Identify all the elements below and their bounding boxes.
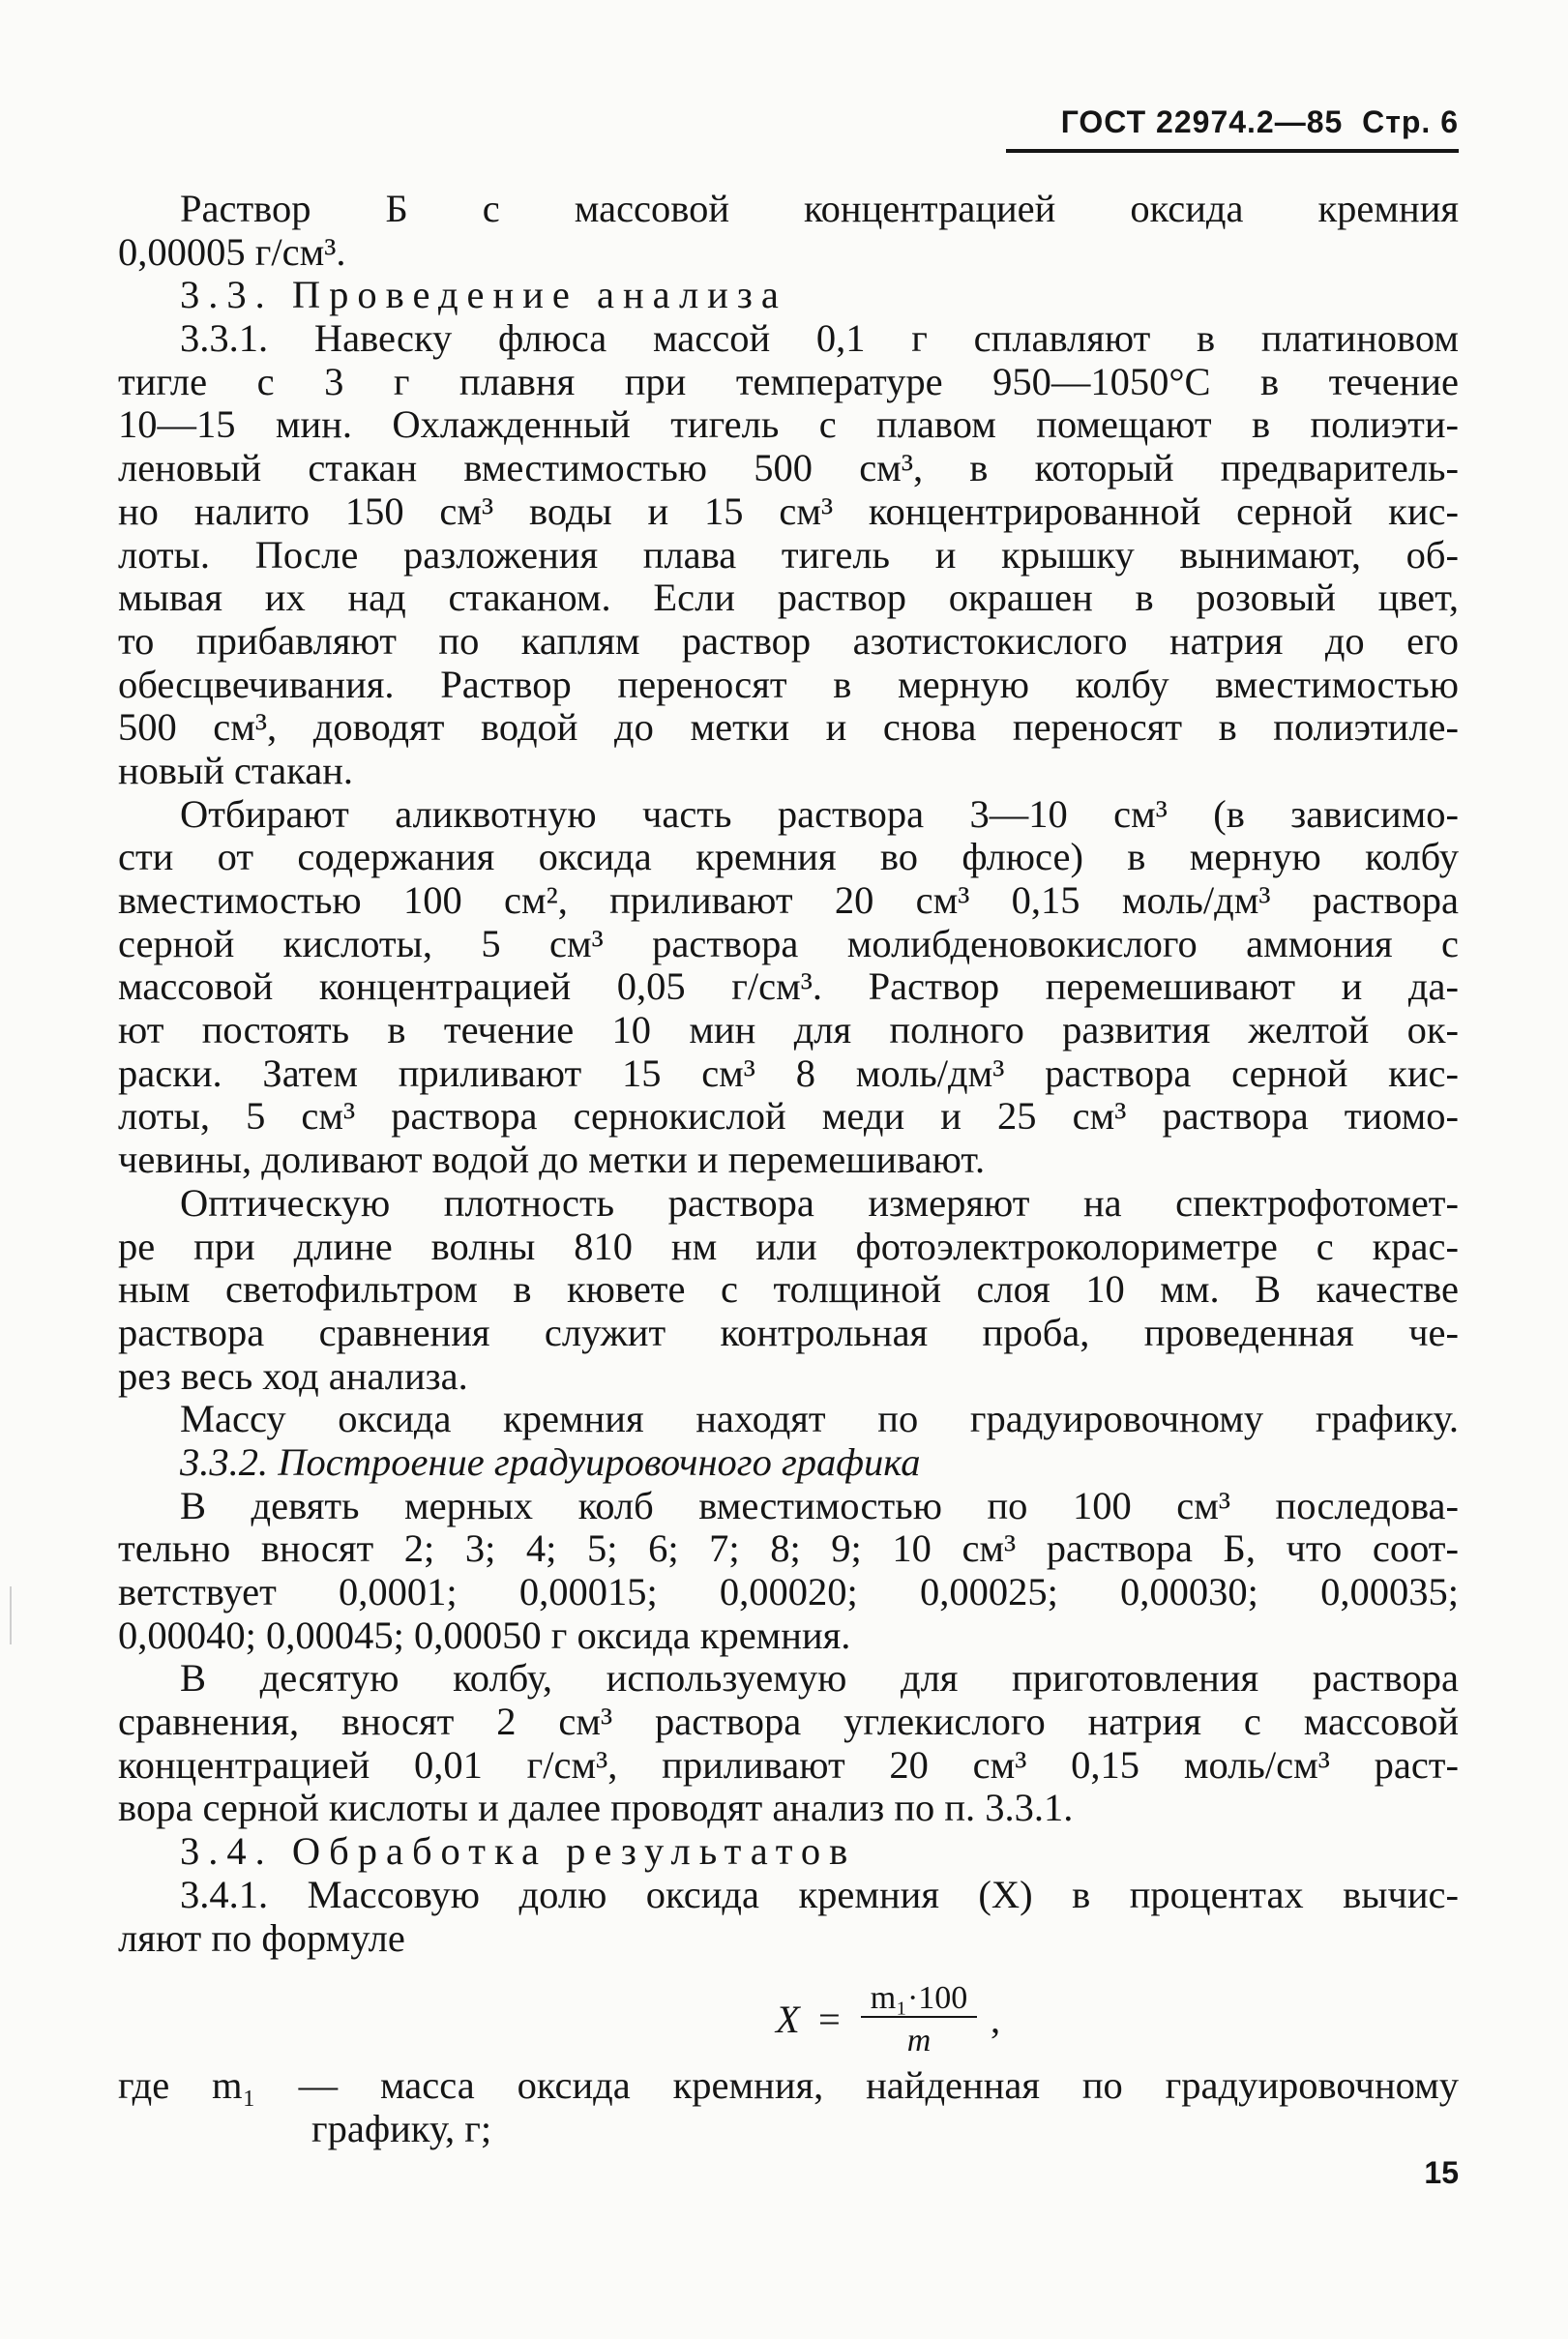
text-line: концентрацией 0,01 г/см³, приливают 20 см³ 0,15 моль/см³ раст- [118,1742,1459,1787]
text-line: Отбирают аликвотную часть раствора 3—10 см³ (в зависимо- [180,791,1459,836]
definition-line: где m₁ — масса оксида кремния, найденная по градуировочному [118,2063,1459,2108]
text-line: ре при длине волны 810 нм или фотоэлектроколориметре с крас- [118,1224,1459,1268]
scan-mark [10,1586,12,1644]
standard-number: ГОСТ 22974.2—85 [1060,104,1344,139]
text-line: В девять мерных колб вместимостью по 100 см³ последова- [180,1483,1459,1527]
text-line: ным светофильтром в кювете с толщиной слоя 10 мм. В качестве [118,1267,1459,1312]
text-line: тельно вносят 2; 3; 4; 5; 6; 7; 8; 9; 10 см³ раствора Б, что соот- [118,1526,1459,1571]
text-line: вместимостью 100 см², приливают 20 см³ 0,15 моль/дм³ раствора [118,878,1459,922]
text-line: леновый стакан вместимостью 500 см³, в который предваритель- [118,446,1459,490]
section-heading-3-4: 3.4. Обработка результатов [180,1829,857,1874]
formula-lhs: X [776,1998,800,2042]
text-line: обесцвечивания. Раствор переносят в мерную колбу вместимостью [118,662,1459,706]
text-line: ляют по формуле [118,1915,405,1960]
text-line: лоты, 5 см³ раствора сернокислой меди и 25 см³ раствора тиомо- [118,1094,1459,1139]
text-line: 500 см³, доводят водой до метки и снова переносят в полиэтиле- [118,705,1459,750]
formula-comma: , [991,1998,1001,2042]
text-line: то прибавляют по каплям раствор азотистокислого натрия до его [118,618,1459,663]
subsection-heading-3-3-2: 3.3.2. Построение градуировочного графика [180,1439,921,1484]
text-line: раствора сравнения служит контрольная проба, проведенная че- [118,1310,1459,1354]
text-line: 10—15 мин. Охлажденный тигель с плавом помещают в полиэти- [118,402,1459,447]
text-line: раски. Затем приливают 15 см³ 8 моль/дм³ раствора серной кис- [118,1051,1459,1095]
formula-row [118,1960,1459,2064]
page-number: 15 [1424,2155,1459,2190]
text-line: массовой концентрацией 0,05 г/см³. Раствор перемешивают и да- [118,964,1459,1009]
text-line: но налито 150 см³ воды и 15 см³ концентрированной серной кис- [118,489,1459,533]
section-heading-3-3: 3.3. Проведение анализа [180,273,787,317]
header-rule [1006,149,1459,153]
text-line: 3.4.1. Массовую долю оксида кремния (X) в процентах вычис- [180,1872,1459,1916]
text-line: чевины, доливают водой до метки и перемешивают. [118,1138,986,1182]
page-header [1006,104,1459,140]
text-line: 0,00005 г/см³. [118,229,346,274]
text-line: ют постоять в течение 10 мин для полного развития желтой ок- [118,1008,1459,1052]
text-line: сти от содержания оксида кремния во флюсе) в мерную колбу [118,835,1459,879]
body-text [118,188,1459,2151]
text-line: 0,00040; 0,00045; 0,00050 г оксида кремния. [118,1613,851,1657]
text-line: рез весь ход анализа. [118,1353,468,1398]
fraction-bar [861,2016,977,2018]
text-line: лоты. После разложения плава тигель и крышку вынимают, об- [118,532,1459,577]
text-line: В десятую колбу, используемую для приготовления раствора [180,1656,1459,1701]
page-label: Стр. 6 [1362,104,1459,139]
text-line: Оптическую плотность раствора измеряют на спектрофотомет- [180,1180,1459,1225]
text-line: сравнения, вносят 2 см³ раствора углекислого натрия с массовой [118,1700,1459,1744]
text-line: вора серной кислоты и далее проводят анализ по п. 3.3.1. [118,1786,1074,1830]
text-line: мывая их над стаканом. Если раствор окрашен в розовый цвет, [118,576,1459,620]
text-line: Раствор Б с массовой концентрацией оксида кремния [180,187,1459,230]
text-line: тигле с 3 г плавня при температуре 950—1050°С в течение [118,359,1459,403]
formula-equals: = [818,1998,841,2042]
text-line: Массу оксида кремния находят по градуировочному графику. [180,1397,1459,1441]
definition-line: графику, г; [311,2106,492,2150]
text-line: 3.3.1. Навеску флюса массой 0,1 г сплавляют в платиновом [180,316,1459,361]
text-line: ветствует 0,0001; 0,00015; 0,00020; 0,00025; 0,00030; 0,00035; [118,1570,1459,1614]
formula-numerator: m₁·100 [870,1980,968,2017]
formula [656,1977,1139,2059]
text-line: серной кислоты, 5 см³ раствора молибденовокислого аммония с [118,921,1459,965]
text-line: новый стакан. [118,748,354,792]
formula-denominator: m [906,2023,932,2059]
